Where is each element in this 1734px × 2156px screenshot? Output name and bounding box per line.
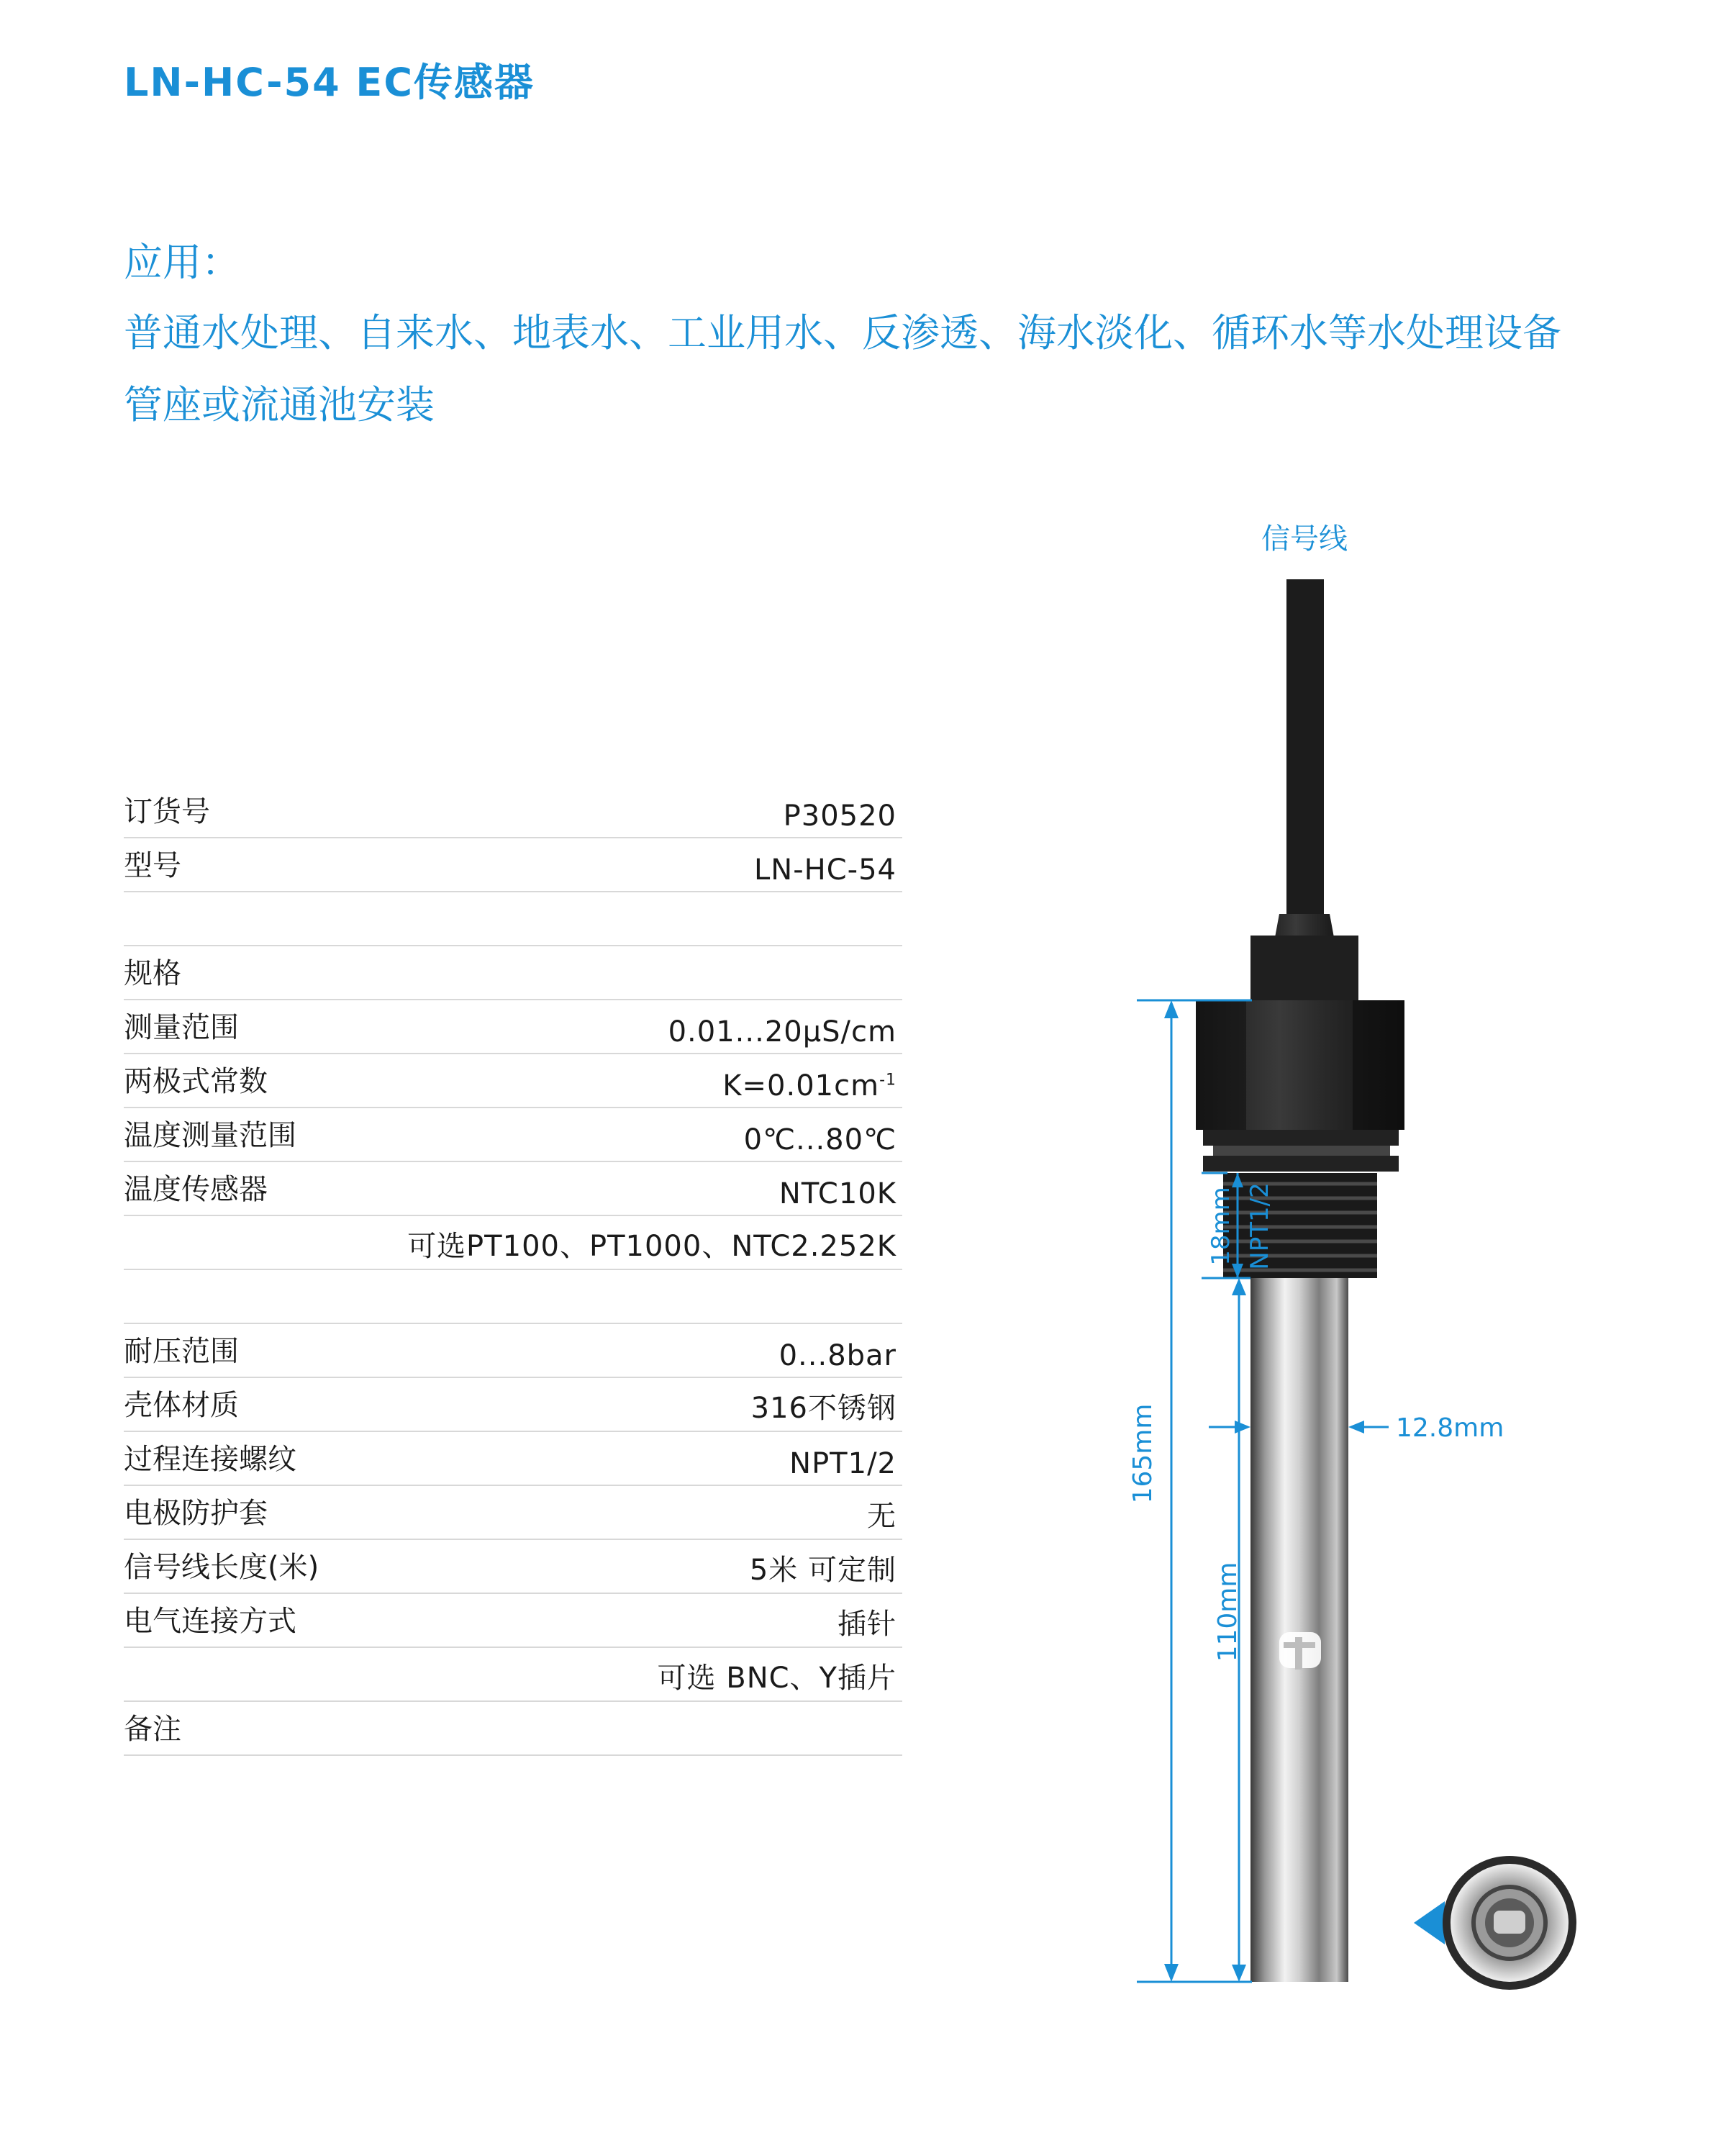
spec-row-temp-range: [124, 1108, 902, 1162]
spec-value: 插针: [838, 1608, 896, 1641]
spec-value: 5米 可定制: [749, 1554, 896, 1587]
spec-label: 测量范围: [124, 1011, 239, 1044]
spec-row-constant: [124, 1054, 902, 1108]
signal-line-label: 信号线: [1261, 522, 1348, 556]
page-title: LN-HC-54 EC传感器: [124, 60, 535, 105]
spec-label: 电气连接方式: [124, 1605, 296, 1638]
spec-row-guard: [124, 1486, 902, 1540]
steel-probe: [1250, 1278, 1348, 1982]
spec-label: 订货号: [124, 795, 210, 828]
spec-row-cable: [124, 1540, 902, 1594]
spec-value: LN-HC-54: [754, 853, 896, 887]
spec-row-connection: [124, 1594, 902, 1648]
spec-value: NPT1/2: [789, 1447, 896, 1480]
ring: [1213, 1146, 1390, 1156]
spec-section-label: 规格: [124, 957, 181, 990]
spec-row-spec: [124, 946, 902, 1000]
spec-value: NTC10K: [779, 1177, 896, 1210]
spec-row-temp-sensor: [124, 1162, 902, 1216]
spec-row-model: [124, 838, 902, 892]
application-label: 应用：: [124, 240, 240, 285]
spec-value: 0℃...80℃: [743, 1123, 896, 1156]
sensor-diagram: [1007, 504, 1655, 2015]
probe-tip-inset: [1414, 1856, 1576, 1990]
spec-row-connection-option: [124, 1648, 902, 1702]
spec-value: [722, 1069, 896, 1102]
spec-label: 型号: [124, 849, 181, 882]
probe-length-label: 110mm: [1213, 1562, 1243, 1662]
constant-value-text: K=0.01cm: [722, 1069, 880, 1102]
spec-label: 壳体材质: [124, 1389, 239, 1422]
dimension-thread-length: [1202, 1173, 1274, 1278]
ring: [1203, 1156, 1399, 1172]
spec-value: 0.01...20μS/cm: [668, 1015, 896, 1048]
hex-nut-face: [1353, 1000, 1404, 1130]
spec-table: [124, 784, 902, 1756]
spec-label: 电极防护套: [124, 1497, 268, 1530]
spec-row-blank: [124, 892, 902, 946]
constant-superscript: -1: [879, 1071, 896, 1090]
thread-length-label: 18mm: [1207, 1187, 1235, 1266]
spec-row-material: [124, 1378, 902, 1432]
diameter-label: 12.8mm: [1396, 1413, 1504, 1443]
spec-row-range: [124, 1000, 902, 1054]
spec-value: 0...8bar: [779, 1339, 896, 1372]
spec-value: 无: [867, 1500, 896, 1533]
spec-row-thread: [124, 1432, 902, 1486]
spec-row-pressure: [124, 1324, 902, 1378]
spec-value: 可选 BNC、Y插片: [657, 1662, 896, 1695]
spec-row-order: [124, 784, 902, 838]
spec-row-remark: [124, 1702, 902, 1756]
spec-label: 两极式常数: [124, 1065, 268, 1098]
spec-label: 温度测量范围: [124, 1119, 296, 1152]
total-length-label: 165mm: [1128, 1403, 1158, 1504]
dimension-probe-length: [1202, 1278, 1250, 1982]
spec-label: 备注: [124, 1713, 181, 1746]
signal-cable: [1286, 579, 1324, 925]
spec-label: 信号线长度(米): [124, 1551, 319, 1584]
spec-label: 耐压范围: [124, 1335, 239, 1368]
thread-type-label: NPT1/2: [1245, 1182, 1274, 1270]
application-line-1: 普通水处理、自来水、地表水、工业用水、反渗透、海水淡化、循环水等水处理设备: [124, 310, 1561, 355]
spec-row-temp-sensor-option: [124, 1216, 902, 1270]
brand-logo-mark: [1279, 1632, 1321, 1670]
ring: [1203, 1130, 1399, 1146]
spec-label: 温度传感器: [124, 1173, 268, 1206]
spec-row-blank: [124, 1270, 902, 1324]
spec-value: P30520: [783, 800, 896, 833]
spec-value: 316不锈钢: [750, 1392, 896, 1425]
spec-label: 过程连接螺纹: [124, 1443, 296, 1476]
hex-nut-face: [1196, 1000, 1246, 1130]
spec-value: 可选PT100、PT1000、NTC2.252K: [407, 1230, 896, 1263]
upper-collar: [1250, 936, 1358, 1007]
application-line-2: 管座或流通池安装: [124, 382, 435, 427]
